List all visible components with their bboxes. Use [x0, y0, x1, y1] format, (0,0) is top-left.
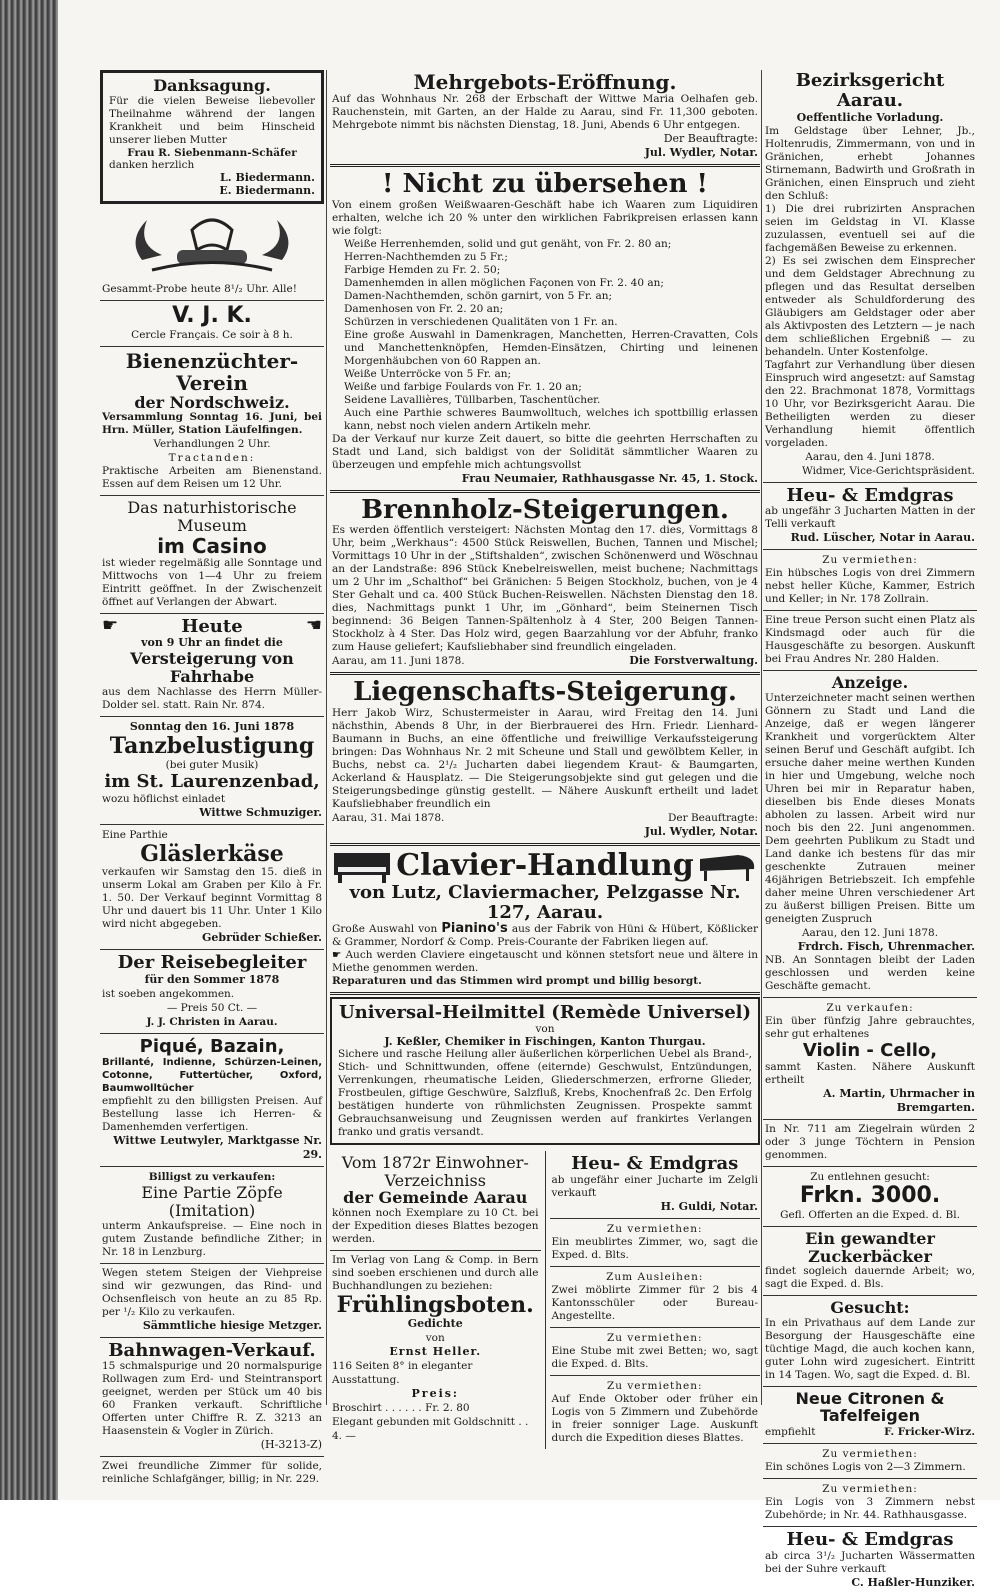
ad-text: ab ungefähr einer Jucharte im Zelgli verkauft — [551, 1173, 758, 1199]
ad-subtitle: für den Sommer 1878 — [144, 972, 280, 986]
ad-title: Anzeige. — [831, 673, 909, 693]
verzeichnis-ad — [330, 1151, 541, 1251]
ad-title: Danksagung. — [153, 76, 271, 95]
probe-notice: Gesammt-Probe heute 8¹/₂ Uhr. Alle! — [100, 282, 324, 301]
heu-ad — [763, 1527, 977, 1594]
ad-text: ab ungefähr 3 Jucharten Matten in der Telli verkauft — [765, 505, 975, 531]
ad-date: Aarau, den 12. Juni 1878. — [801, 926, 939, 939]
ad-text: können noch Exemplare zu 10 Ct. bei der Expedition dieses Blattes bezogen werden. — [332, 1206, 539, 1245]
ad-title: Eine Partie Zöpfe (Imitation) — [141, 1183, 283, 1220]
ad-title: Zu vermiethen: — [606, 1379, 703, 1392]
ad-code: (H-3213-Z) — [260, 1438, 322, 1452]
two-column-block — [330, 1151, 760, 1449]
mehrgebot-ad — [330, 68, 760, 167]
ad-signature: Sämmtliche hiesige Metzger. — [142, 1318, 322, 1332]
ad-text: Für die vielen Beweise liebevoller Theilnahme während der langen Krankheit und beim Hinscheid unserer lieben Mutter — [109, 94, 315, 146]
ad-text: Ein meublirtes Zimmer, wo, sagt die Exped. d. Blts. — [551, 1235, 758, 1261]
vermieten-ad — [763, 550, 977, 611]
pension-ad — [763, 1120, 977, 1167]
ad-date: Aarau, den 4. Juni 1878. — [805, 450, 935, 463]
ad-signature: Die Forstverwaltung. — [629, 654, 758, 668]
subcolumn-right — [546, 1151, 761, 1449]
ad-text: ist soeben angekommen. — [102, 987, 235, 1000]
ad-text: Eine Stube mit zwei Betten; wo, sagt die Exped. d. Blts. — [551, 1344, 758, 1370]
ad-price: Broschirt . . . . . . Fr. 2. 80 — [332, 1402, 470, 1415]
ad-title: Bezirksgericht Aarau. — [795, 70, 945, 111]
ad-text: von — [425, 1332, 445, 1345]
ad-title: Gesucht: — [830, 1298, 910, 1318]
ad-text: Der Beauftragte: — [663, 132, 758, 145]
list-item: Schürzen in verschiedenen Qualitäten von 1 Fr. an. — [344, 315, 618, 328]
liegenschaft-ad — [330, 675, 760, 846]
pique-ad — [100, 1034, 324, 1168]
ad-signature: C. Haßler-Hunziker. — [851, 1575, 975, 1589]
ad-title: Zu vermiethen: — [606, 1222, 703, 1235]
vjk-ad — [100, 301, 324, 347]
ad-title: Heu- & Emdgras — [786, 1528, 954, 1550]
universal-heilmittel-ad — [330, 997, 760, 1145]
museum-ad — [100, 496, 324, 613]
book-spine — [0, 0, 58, 1500]
pointing-hand-icon: ☛ — [332, 949, 346, 962]
piano-icon — [332, 849, 392, 883]
frkn-ad — [763, 1167, 977, 1227]
ad-text: Gefl. Offerten an die Exped. d. Bl. — [780, 1208, 960, 1221]
ad-title: Tanzbelustigung — [109, 732, 315, 759]
kindsmagd-ad — [763, 611, 977, 671]
ad-text: Auf das Wohnhaus Nr. 268 der Erbschaft der Wittwe Maria Oelhafen geb. Rauchenstein, mit Garten, an der Halde zu Aarau, sind Fr. 11,300 geboten. Mehrgebote nimmt bis nächsten Dienstag, 18. Juni, Abends 6 Uhr entgegen. — [332, 93, 758, 131]
ad-text: Reparaturen und das Stimmen wird prompt und billig besorgt. — [332, 975, 702, 988]
ad-text: Im Geldstage über Lehner, Jb., Holtenrudis, Zimmermann, von und in Gränichen, erhebt Johannes Stirnemann, Badwirth und Großrath in Gränichen, einen Einspruch und zieht den Schluß: — [765, 124, 975, 202]
ad-title: Bienenzüchter-Verein — [125, 348, 299, 395]
ad-title: Bahnwagen-Verkauf. — [108, 1339, 316, 1361]
heu-ad — [550, 1151, 761, 1219]
ad-text: danken herzlich — [109, 158, 195, 171]
ad-text: aus der Fabrik von Hüni & Hübert, Kößlicker & Grammer, Nordorf & Comp. Preis-Courante der Fabriken liegen auf. — [332, 923, 758, 949]
ad-title: Piqué, Bazain, — [139, 1035, 285, 1057]
ad-title: Das naturhistorische Museum — [127, 498, 297, 535]
item-list — [332, 238, 758, 433]
ad-title: Liegenschafts-Steigerung. — [353, 677, 737, 708]
ad-text: Preis: — [411, 1387, 459, 1401]
ad-subtitle: im Casino — [157, 533, 267, 558]
ad-title: ! Nicht zu übersehen ! — [382, 169, 708, 199]
column-right — [763, 68, 977, 1589]
ad-title: Brennholz-Steigerungen. — [361, 494, 729, 525]
ad-price: Elegant gebunden mit Goldschnitt . . 4. — — [332, 1416, 529, 1443]
fahrhabe-ad — [100, 614, 324, 717]
ad-text: verkaufen wir Samstag den 15. dieß in unserm Lokal am Graben per Kilo à Fr. 1. 50. Der Verkauf beginnt Vormittag 8 Uhr und dauert bis 11 Uhr. Unter 1 Kilo wird nicht abgegeben. — [102, 865, 322, 930]
list-item: Damenhosen von Fr. 2. 20 an; — [344, 302, 504, 315]
ad-text: ist wieder regelmäßig alle Sonntage und Mittwochs von 1—4 Uhr zu freiem Eintritt geöffnet. In der Zwischenzeit öffnet auf Verlangen der Abwart. — [102, 556, 322, 608]
ad-text: Unterzeichneter macht seinen werthen Gönnern zu Stadt und Land die Anzeige, daß er wegen längerer Krankheit und vorgerücktem Alter seinen Beruf und Geschäft aufgibt. Ich ersuche daher meine werthen Kunden in hier und Umgebung, welche noch Uhren bei mir in Reparatur haben, dieselben bis Ende dieses Monats abholen zu lassen. Arbeit wird nur noch bis den 22. Juni angenommen. Dem geehrten Publikum zu Stadt und Land danke ich bestens für das mir geschenkte Zutrauen meiner 46jährigen Betriebszeit. Ich empfehle daher meine Uhren verschiedener Art zu äußerst billigen Preisen. Bitte um geneigten Zuspruch — [765, 691, 975, 925]
fruehlingsboten-ad — [330, 1251, 541, 1447]
ad-text: In ein Privathaus auf dem Lande zur Besorgung der Hausgeschäfte eine tüchtige Magd, die auch kochen kann, guter Lohn wird zugesichert. Eintritt in 14 Tagen. Wo, sagt die Exped. d. Bl. — [765, 1316, 975, 1381]
ad-text: wozu höflichst einladet — [102, 792, 226, 805]
column-rule — [326, 70, 327, 1405]
ad-title: Heute — [181, 615, 243, 637]
ad-signature: Wittwe Schmuziger. — [199, 805, 322, 819]
ad-title: Violin - Cello, — [802, 1039, 938, 1061]
ad-signature: H. Guldi, Notar. — [660, 1199, 758, 1213]
ad-text: ab circa 3¹/₂ Jucharten Wässermatten bei der Suhre verkauft — [765, 1549, 975, 1575]
ad-title: Heu- & Emdgras — [786, 484, 954, 506]
ad-text: empfiehlt zu den billigsten Preisen. Auf Bestellung lasse ich Herren- & Damenhemden verfertigen. — [102, 1095, 322, 1134]
ad-signature: Jul. Wydler, Notar. — [644, 146, 758, 159]
ad-text: Große Auswahl von — [332, 923, 438, 936]
ad-subtitle: der Nordschweiz. — [134, 392, 290, 412]
zimmer-ad — [100, 1457, 324, 1490]
gesucht-ad — [763, 1296, 977, 1387]
clavier-ad — [330, 846, 760, 996]
ad-title: Frkn. 3000. — [799, 1182, 941, 1208]
ad-text: Zu entlehnen gesucht: — [810, 1170, 930, 1183]
ad-text: 2) Es sei zwischen dem Einsprecher und dem Geldstager Abrechnung zu pflegen und das Resultat derselben entweder als Schuldforderung des Gläubigers am Geldstager oder aber als Aktivposten des Letztern — je nach dem schließlichen Ergebniß — zu behandeln. Unter Kostenfolge. — [765, 254, 975, 358]
ad-subtitle: Gedichte — [407, 1317, 463, 1331]
ad-author: Ernst Heller. — [389, 1345, 482, 1359]
ad-text: Brillanté, Indienne, Schürzen-Leinen, Cotonne, Futtertücher, Oxford, Baumwolltücher — [102, 1057, 322, 1095]
bahnwagen-ad — [100, 1338, 324, 1458]
ad-text: Sichere und rasche Heilung aller äußerlichen körperlichen Uebel als Brand-, Stich- und Schnittwunden, offene (eiternde) Geschwulst, Entzündungen, Verrenkungen, rheumatische Leiden, Gliederschmerzen, erfrorne Glieder, Frostbeulen, giftige Geschwüre, Salzfluß, Krebs, Knochenfraß 2c. Den Erfolg bestätigen hunderte von rühmlichsten Zeugnissen. Prospekte sammt Gebrauchsanweisung und Zeugnissen werden auf frankirtes Verlangen franko und gratis versandt. — [338, 1048, 752, 1139]
list-item: Herren-Nachthemden zu 5 Fr.; — [344, 250, 508, 263]
ad-text: von 9 Uhr an findet die — [141, 636, 283, 650]
pointing-hand-icon: ☚ — [305, 615, 322, 637]
ad-text: Wegen stetem Steigen der Viehpreise sind wir gezwungen, das Rind- und Ochsenfleisch von heute an zu 85 Rp. per ¹/₂ Kilo zu verkaufen. — [102, 1266, 322, 1318]
list-item: Weiße und farbige Foulards von Fr. 1. 20 an; — [344, 380, 582, 393]
ad-title: Universal-Heilmittel (Remède Universel) — [338, 1002, 751, 1024]
ad-text: 1) Die drei rubrizirten Ansprachen seien im Geldstag in VI. Klasse zuzulassen, eventuell sei auf die fachgemäßen Beweise zu erkennen. — [765, 202, 975, 254]
ad-title: Zu vermiethen: — [822, 554, 918, 567]
ad-text: Eine treue Person sucht einen Platz als Kindsmagd oder auch für die Hausgeschäfte zu besorgen. Auskunft bei Frau Andres Nr. 280 Halden. — [765, 614, 975, 666]
ad-subtitle: J. Keßler, Chemiker in Fischingen, Kanton Thurgau. — [384, 1035, 706, 1049]
ad-text: Zwei möblirte Zimmer für 2 bis 4 Kantonsschüler oder Bureau-Angestellte. — [551, 1283, 758, 1322]
ausleihen-ad — [550, 1267, 761, 1328]
ad-signature: Gebrüder Schießer. — [202, 930, 322, 944]
list-item: Eine große Auswahl in Damenkragen, Manchetten, Herren-Cravatten, Cols und Manchettenknöpfen, Hemden-Einsätzen, Chirting und leinenen Morgenhäubchen von 60 Rappen an. — [344, 328, 758, 367]
ad-title: Neue Citronen & Tafelfeigen — [795, 1388, 945, 1426]
ad-note: NB. An Sonntagen bleibt der Laden geschlossen und werden keine Geschäfte gemacht. — [765, 953, 975, 992]
vermieten-ad — [550, 1376, 761, 1449]
ad-subtitle: Oeffentliche Vorladung. — [796, 110, 944, 124]
ad-text: Ein über fünfzig Jahre gebrauchtes, sehr gut erhaltenes — [765, 1014, 975, 1040]
column-middle — [330, 68, 760, 1444]
ad-text: von — [535, 1023, 555, 1036]
grand-piano-icon — [698, 849, 758, 883]
vermieten-ad — [550, 1219, 761, 1267]
ad-text: Im Verlag von Lang & Comp. in Bern sind soeben erschienen und durch alle Buchhandlungen zu beziehen: — [332, 1253, 539, 1292]
ad-title: Zu vermiethen: — [606, 1331, 703, 1344]
subcolumn-left — [330, 1151, 546, 1449]
ad-signature: F. Fricker-Wirz. — [884, 1425, 975, 1438]
ad-signature: Widmer, Vice-Gerichtspräsident. — [801, 464, 975, 477]
ad-text: Der Beauftragte: — [667, 811, 758, 824]
ad-signature: A. Martin, Uhrmacher in Bremgarten. — [823, 1086, 975, 1114]
ad-title: Ein gewandter Zuckerbäcker — [805, 1228, 935, 1266]
list-item: Weiße Herrenhemden, solid und gut genäht, von Fr. 2. 80 an; — [344, 237, 672, 250]
ad-text: empfiehlt — [765, 1425, 816, 1438]
ad-text: Von einem großen Weißwaaren-Geschäft habe ich Waaren zum Liquidiren erhalten, welche ich 20 % unter den wirklichen Fabrikpreisen erlassen kann wie folgt: — [332, 198, 758, 237]
cello-ad — [763, 998, 977, 1120]
zopf-ad — [100, 1167, 324, 1263]
ad-text: Ein schönes Logis von 2—3 Zimmern. — [765, 1460, 966, 1473]
glasler-ad — [100, 825, 324, 950]
ad-text: Zu verkaufen: — [826, 1001, 914, 1014]
ad-text: Ein Logis von 3 Zimmern nebst Zubehörde; in Nr. 44. Rathhausgasse. — [765, 1495, 975, 1521]
ad-subtitle: der Gemeinde Aarau — [343, 1188, 528, 1208]
list-item: Farbige Hemden zu Fr. 2. 50; — [344, 263, 501, 276]
ad-signature: Wittwe Leutwyler, Marktgasse Nr. 29. — [113, 1134, 322, 1162]
list-item: Damen-Nachthemden, schön garnirt, von 5 Fr. an; — [344, 289, 613, 302]
ad-text: Sonntag den 16. Juni 1878 — [129, 719, 295, 733]
ad-text: Herr Jakob Wirz, Schustermeister in Aarau, wird Freitag den 14. Juni nächsthin, Abends 8 Uhr, in der Bierbrauerei des Hrn. Friedr. Lienhard-Baumann in Buchs, an eine öffentliche und freiwillige Verkaufssteigerung bringen: Das Wohnhaus Nr. 2 mit Scheune und Stall und gewölbtem Keller, in Buchs, nebst ca. 2¹/₂ Jucharten dabei liegendem Kraut- & Baumgarten, Ackerland & Hausplatz. — Die Steigerungsobjekte sind gut gelegen und die Steigerungsbedinge günstig gestellt. — Nähere Auskunft ertheilt und ladet Kaufsliebhaber freundlich ein — [332, 706, 758, 810]
ad-text: Versammlung Sonntag 16. Juni, bei Hrn. Müller, Station Läufelfingen. — [102, 411, 322, 437]
ad-highlight: Pianino's — [441, 921, 508, 937]
vermieten-ad — [763, 1479, 977, 1527]
ad-title: Gläslerkäse — [140, 840, 284, 867]
ad-signature: J. J. Christen in Aarau. — [146, 1015, 278, 1028]
nicht-uebersehen-ad — [330, 167, 760, 493]
ad-subtitle: im St. Laurenzenbad, — [104, 770, 320, 792]
ad-signature: Rud. Lüscher, Notar in Aarau. — [790, 531, 975, 545]
ad-title: Der Reisebegleiter — [117, 951, 307, 973]
ad-text: aus dem Nachlasse des Herrn Müller-Dolder sel. statt. Rain Nr. 874. — [102, 685, 322, 711]
ad-text: Es werden öffentlich versteigert: Nächsten Montag den 17. dies, Vormittags 8 Uhr, beim „Werkhaus“: 4500 Stück Reiswellen, Buchen, Tannen und Mischel; Vormittags 10 Uhr in der „Stiftshalden“, zwischen Schönenwerd und Wöschnau an der Landstraße: 896 Stück Knebelreiswellen, meist buchene; Nachmittags um 2 Uhr im „Schalthof“ bei Gränichen: 5 Beigen Stockholz, buchen, von je 4 Ster Gehalt und ca. 400 Stück Buchen-Reiswellen. Nächsten Dienstag den 18. dies, Nachmittags punkt 1 Uhr, im „Gönhard“, beim Steinernen Tisch beginnend: 36 Beigen Tannen-Spältenholz à 4 Ster, 200 Beigen Tannen-Stockholz à 4 Ster. Das Holz wird, gegen Baarzahlung vor der Abfuhr, franko zum Hause geliefert; Kaufsliebhaber sind freundlich eingeladen. — [332, 524, 758, 654]
ad-text: Billigst zu verkaufen: — [148, 1171, 276, 1184]
list-item: Weiße Unterröcke von 5 Fr. an; — [344, 367, 512, 380]
ad-text: Ein hübsches Logis von drei Zimmern nebst heller Küche, Kammer, Estrich und Keller; in Nr. 178 Zollrain. — [765, 567, 975, 606]
ad-text: In Nr. 711 am Ziegelrain würden 2 oder 3 junge Töchtern in Pension genommen. — [765, 1122, 975, 1161]
ad-title: Zu vermiethen: — [822, 1447, 918, 1460]
ad-name: Frau R. Siebenmann-Schäfer — [127, 146, 297, 159]
ad-signature: Frau Neumaier, Rathhausgasse Nr. 45, 1. Stock. — [461, 471, 758, 485]
column-rule — [761, 70, 762, 1405]
ad-text: (bei guter Musik) — [165, 758, 259, 771]
ad-text: Auch werden Claviere eingetauscht und können stetsfort neue und ältere in Miethe genommen werden. — [332, 949, 758, 975]
ad-price: — Preis 50 Ct. — — [166, 1001, 258, 1014]
zuckerbaecker-ad — [763, 1227, 977, 1296]
vermieten-ad — [550, 1328, 761, 1376]
ad-signature: Frdrch. Fisch, Uhrenmacher. — [797, 939, 975, 953]
reise-ad — [100, 950, 324, 1034]
column-left — [100, 68, 324, 1486]
ad-signature: E. Biedermann. — [219, 183, 315, 197]
bienen-ad — [100, 347, 324, 497]
brennholz-ad — [330, 493, 760, 676]
citronen-ad — [763, 1387, 977, 1444]
ad-text: Eine Parthie — [102, 828, 168, 841]
anzeige-ad — [763, 671, 977, 998]
ad-date: Aarau, am 11. Juni 1878. — [332, 655, 465, 668]
ad-text: Praktische Arbeiten am Bienenstand. Essen auf dem Reisen um 12 Uhr. — [102, 465, 322, 491]
heu-ad — [763, 483, 977, 551]
ad-title: Versteigerung von Fahrhabe — [130, 649, 294, 686]
ad-title: V. J. K. — [172, 302, 252, 328]
ad-text: sammt Kasten. Nähere Auskunft ertheilt — [765, 1060, 975, 1086]
ad-text: unterm Ankaufspreise. — Eine noch in gutem Zustande befindliche Zither; in Nr. 18 in Lenzburg. — [102, 1219, 322, 1258]
bezirksgericht-ad — [763, 68, 977, 483]
ad-title: Zu vermiethen: — [822, 1482, 918, 1495]
ad-text: Zwei freundliche Zimmer für solide, reinliche Schlafgänger, billig; in Nr. 229. — [102, 1460, 322, 1486]
danksagung-ad — [100, 70, 324, 204]
ad-text: Auf Ende Oktober oder früher ein Logis von 5 Zimmern und Zubehörde in freier sonniger Lage. Auskunft durch die Expedition dieses Blattes. — [551, 1392, 758, 1444]
ad-title: Clavier-Handlung — [396, 848, 694, 884]
lyre-handshake-emblem — [122, 210, 302, 280]
ad-title: Mehrgebots-Eröffnung. — [413, 70, 677, 94]
fleisch-ad — [100, 1264, 324, 1338]
vermieten-ad — [763, 1444, 977, 1479]
ad-subtitle: von Lutz, Claviermacher, Pelzgasse Nr. 127, Aarau. — [349, 881, 741, 923]
ad-text: Tractanden: — [168, 452, 256, 465]
ad-text: Cercle Français. Ce soir à 8 h. — [131, 328, 293, 341]
ad-signature: Jul. Wydler, Notar. — [644, 824, 758, 838]
ad-text: 15 schmalspurige und 20 normalspurige Rollwagen zum Erd- und Steintransport geeignet, werden per Stück um 40 bis 60 Franken verkauft. Schriftliche Offerten unter Chiffre R. Z. 3213 an Haasenstein & Vogler in Zürich. — [102, 1360, 322, 1438]
ad-text: findet sogleich dauernde Arbeit; wo, sagt die Exped. d. Bls. — [765, 1265, 975, 1291]
ad-title: Vom 1872r Einwohner-Verzeichniss — [341, 1153, 529, 1190]
ad-title: Heu- & Emdgras — [571, 1153, 739, 1175]
ad-signature: L. Biedermann. — [220, 170, 315, 184]
pointing-hand-icon: ☛ — [102, 615, 119, 637]
list-item: Damenhemden in allen möglichen Façonen von Fr. 2. 40 an; — [344, 276, 664, 289]
tanz-ad — [100, 717, 324, 825]
list-item: Auch eine Parthie schweres Baumwolltuch, welches ich spottbillig erlassen kann, nebst noch vielen andern Artikeln mehr. — [344, 406, 758, 432]
ad-title: Zum Ausleihen: — [606, 1270, 704, 1283]
ad-text: Da der Verkauf nur kurze Zeit dauert, so bitte die geehrten Herrschaften zu Stadt und Land, sich baldigst von der Solidität sämmtlicher Waaren zu überzeugen und empfehle mich achtungsvollst — [332, 432, 758, 471]
ad-text: Verhandlungen 2 Uhr. — [153, 438, 271, 451]
ad-text: 116 Seiten 8° in eleganter Ausstattung. — [332, 1360, 473, 1387]
list-item: Seidene Lavallières, Tüllbarben, Taschentücher. — [344, 393, 601, 406]
ad-title: Frühlingsboten. — [336, 1291, 534, 1318]
ad-text: Tagfahrt zur Verhandlung über diesen Einspruch wird angesetzt: auf Samstag den 22. Brachmonat 1878, Vormittags 10 Uhr, vor Bezirksgericht Aarau. Die Betheiligten werden zu dieser Verhandlung hiemit öffentlich vorgeladen. — [765, 358, 975, 449]
ad-date: Aarau, 31. Mai 1878. — [332, 811, 445, 824]
